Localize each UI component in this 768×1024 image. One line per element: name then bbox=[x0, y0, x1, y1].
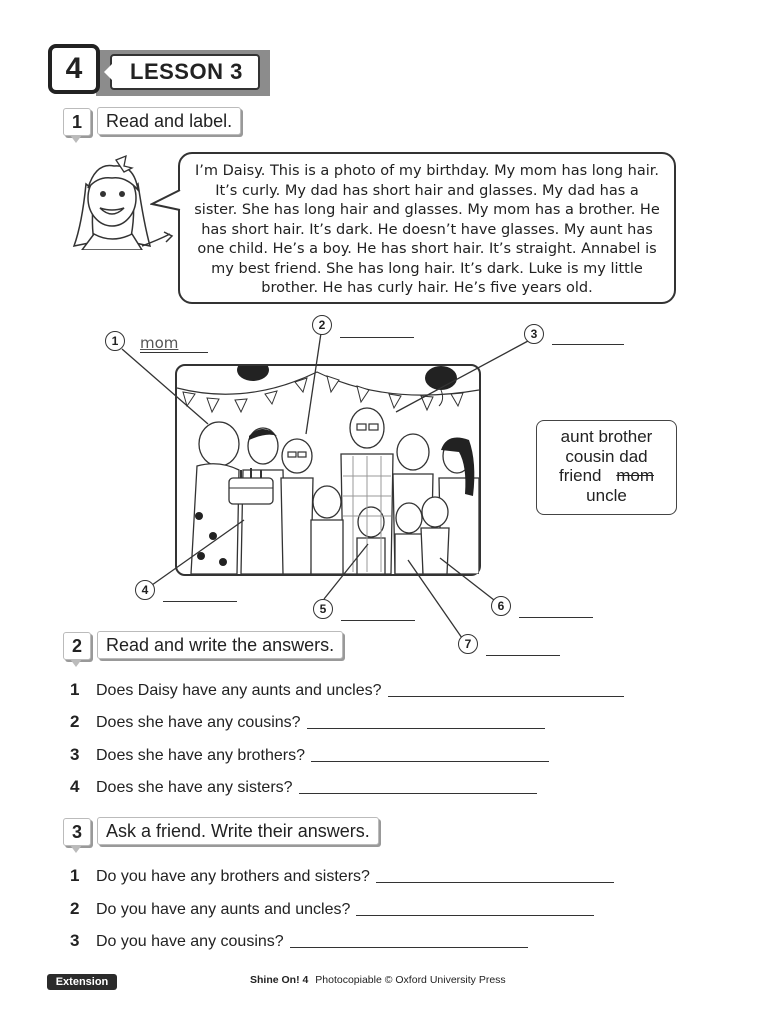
copyright-text: Photocopiable © Oxford University Press bbox=[315, 974, 506, 986]
word-friend: friend bbox=[558, 466, 602, 485]
question-number: 1 bbox=[70, 680, 80, 699]
speech-bubble: I’m Daisy. This is a photo of my birthday. My mom has long hair. It’s curly. My dad has short hair and glasses. My dad has a sister. She has long hair and glasses. My mom has a brother. He has short hair. It’s dark. He doesn’t have glasses. My aunt has one child. He’s a boy. He has short hair. It’s straight. Annabel is my best friend. She has long hair. It’s dark. Luke is my little brother. He has curly hair. He’s five years old. bbox=[178, 152, 676, 304]
question-number: 4 bbox=[70, 777, 80, 796]
word-box-line-4: uncle bbox=[586, 485, 627, 505]
callout-2: 2 bbox=[312, 315, 332, 335]
question-text: Does she have any sisters? bbox=[96, 779, 293, 796]
exercise-1-title: Read and label. bbox=[97, 107, 241, 135]
question-text: Does she have any brothers? bbox=[96, 747, 306, 764]
callout-4: 4 bbox=[135, 580, 155, 600]
lesson-title: LESSON 3 bbox=[110, 54, 260, 90]
question-text: Do you have any cousins? bbox=[96, 933, 284, 950]
question-text: Does she have any cousins? bbox=[96, 714, 301, 731]
callout-6: 6 bbox=[491, 596, 511, 616]
exercise-3-number: 3 bbox=[63, 818, 91, 846]
exercise-1-number: 1 bbox=[63, 108, 91, 136]
question-text: Does Daisy have any aunts and uncles? bbox=[96, 682, 382, 699]
word-mom-crossed: mom bbox=[616, 466, 655, 485]
question-number: 3 bbox=[70, 931, 80, 950]
callout-3: 3 bbox=[524, 324, 544, 344]
question-text: Do you have any aunts and uncles? bbox=[96, 901, 351, 918]
extension-badge: Extension bbox=[47, 974, 117, 990]
exercise-2-number: 2 bbox=[63, 632, 91, 660]
exercise-2-title: Read and write the answers. bbox=[97, 631, 343, 659]
callout-7: 7 bbox=[458, 634, 478, 654]
word-box-line-1: aunt brother bbox=[560, 427, 653, 446]
question-number: 2 bbox=[70, 899, 80, 918]
exercise-3-title: Ask a friend. Write their answers. bbox=[97, 817, 379, 845]
example-answer: mom bbox=[140, 334, 179, 352]
question-text: Do you have any brothers and sisters? bbox=[96, 868, 370, 885]
word-box-line-2: cousin dad bbox=[565, 446, 648, 466]
question-number: 2 bbox=[70, 712, 80, 731]
callout-1: 1 bbox=[105, 331, 125, 351]
unit-number: 4 bbox=[48, 44, 100, 94]
question-number: 1 bbox=[70, 866, 80, 885]
question-number: 3 bbox=[70, 745, 80, 764]
callout-5: 5 bbox=[313, 599, 333, 619]
bubble-tail bbox=[150, 186, 182, 216]
book-title: Shine On! 4 bbox=[250, 974, 309, 986]
